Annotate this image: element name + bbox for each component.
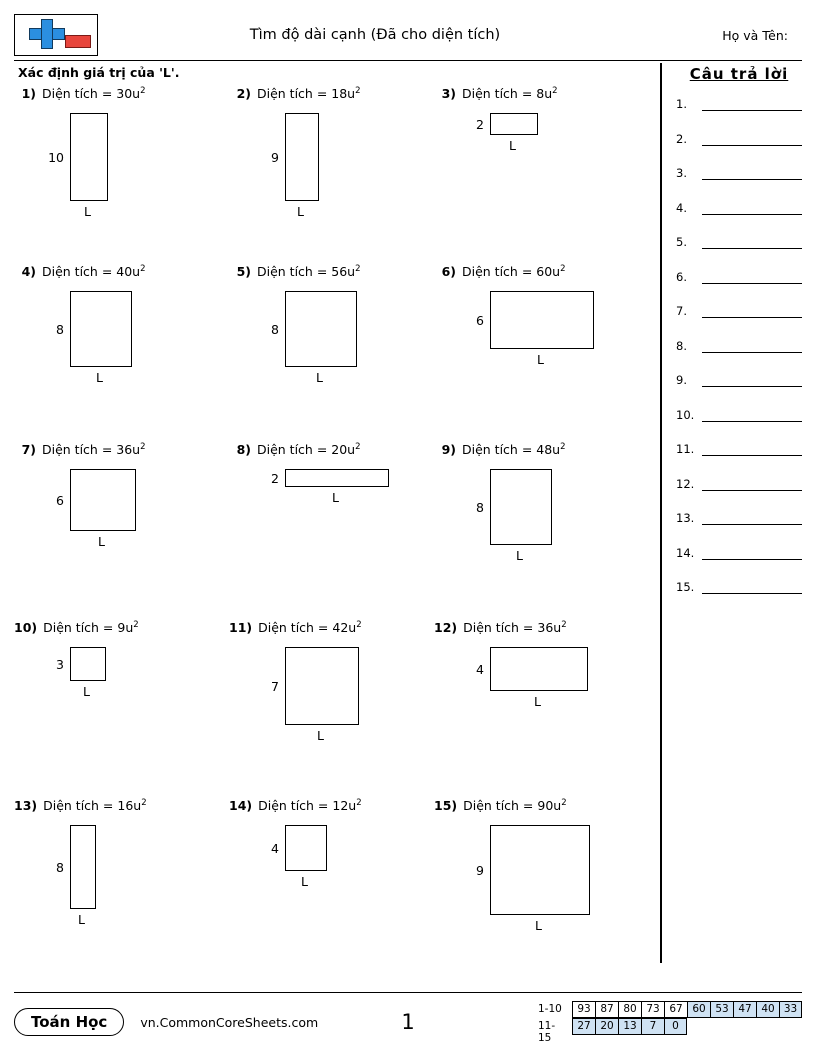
rectangle-shape: [285, 647, 359, 725]
area-value: 90u: [537, 798, 562, 814]
answer-row: [676, 442, 802, 456]
problem-item: [229, 442, 434, 620]
area-value: 40u: [116, 264, 141, 280]
answer-index: 13.: [676, 511, 695, 525]
area-value: 12u: [332, 798, 357, 814]
answer-index: 5.: [676, 235, 687, 249]
name-label: Họ và Tên:: [722, 28, 788, 43]
side-length-label: 8: [271, 321, 279, 337]
answer-index: 14.: [676, 545, 695, 560]
area-label: Diện tích =: [257, 264, 332, 280]
problem-statement: [42, 264, 146, 279]
problem-header: [229, 620, 434, 635]
answer-row: [676, 339, 802, 353]
problem-statement: [43, 620, 139, 635]
problem-header: [434, 86, 654, 101]
score-key-cell: 40: [756, 1001, 779, 1018]
unknown-side-label: L: [98, 534, 105, 550]
answer-input-line[interactable]: [702, 409, 802, 422]
problem-item: [434, 798, 654, 976]
area-label: Diện tích =: [258, 798, 333, 814]
area-exponent: 2: [140, 264, 146, 274]
area-exponent: 2: [561, 620, 567, 630]
rectangle-shape: [490, 469, 552, 545]
side-length-label: 9: [271, 149, 279, 165]
website-url: vn.CommonCoreSheets.com: [140, 1014, 319, 1030]
figure-area: [229, 823, 434, 953]
score-key-cell: 7: [641, 1018, 664, 1035]
problem-statement: [42, 86, 146, 101]
side-length-label: 6: [476, 312, 484, 328]
score-key-row: [538, 1018, 802, 1044]
area-label: Diện tích =: [462, 264, 537, 280]
figure-area: [14, 289, 229, 419]
area-value: 9u: [117, 620, 134, 636]
answer-index: 2.: [676, 131, 687, 146]
area-exponent: 2: [355, 442, 361, 452]
unknown-side-label: L: [78, 912, 85, 928]
score-key-cell: 53: [710, 1001, 733, 1018]
answer-row: [676, 477, 802, 491]
area-exponent: 2: [140, 442, 146, 452]
problem-header: [14, 86, 229, 101]
area-exponent: 2: [561, 798, 567, 808]
answer-input-line[interactable]: [702, 98, 802, 111]
score-key-cell: 0: [664, 1018, 687, 1035]
area-exponent: 2: [552, 86, 558, 96]
rectangle-shape: [285, 291, 357, 367]
answer-row: [676, 235, 802, 249]
area-value: 56u: [331, 264, 356, 280]
answer-row: [676, 373, 802, 387]
area-exponent: 2: [133, 620, 139, 630]
problem-header: [434, 442, 654, 457]
problem-number: 15): [434, 798, 458, 813]
area-label: Diện tích =: [462, 86, 537, 102]
area-exponent: 2: [140, 86, 146, 96]
score-key-cell: 73: [641, 1001, 664, 1018]
answers-column: [662, 61, 802, 966]
answer-index: 12.: [676, 476, 695, 491]
side-length-label: 4: [476, 661, 484, 677]
answer-row: [676, 546, 802, 560]
problem-number: 1): [21, 86, 36, 101]
rectangle-shape: [490, 825, 590, 915]
area-value: 48u: [536, 442, 561, 458]
unknown-side-label: L: [516, 548, 523, 564]
page-number: 1: [401, 1010, 415, 1034]
answer-row: [676, 580, 802, 594]
answer-input-line[interactable]: [702, 305, 802, 318]
answer-index: 7.: [676, 304, 687, 318]
score-key-cell: 93: [572, 1001, 595, 1018]
score-key-range-label: 1-10: [538, 1003, 562, 1015]
page-header: [14, 12, 802, 58]
area-exponent: 2: [355, 86, 361, 96]
problem-item: [434, 264, 654, 442]
problem-number: 6): [441, 264, 456, 279]
area-value: 20u: [331, 442, 356, 458]
figure-area: [434, 823, 654, 953]
problem-number: 14): [229, 798, 253, 813]
unknown-side-label: L: [537, 352, 544, 368]
rectangle-shape: [70, 113, 108, 201]
problem-item: [434, 86, 654, 264]
side-length-label: 4: [271, 840, 279, 856]
answer-input-line[interactable]: [702, 547, 802, 560]
answer-list: [676, 97, 802, 594]
logo-plus-vertical: [41, 19, 53, 49]
worksheet-body: [14, 61, 802, 966]
area-value: 16u: [117, 798, 142, 814]
answer-input-line[interactable]: [702, 512, 802, 525]
figure-area: [229, 645, 434, 775]
answer-row: [676, 304, 802, 318]
answer-row: [676, 97, 802, 111]
score-key-cell: 33: [779, 1001, 802, 1018]
answer-row: [676, 270, 802, 284]
problem-item: [229, 798, 434, 976]
area-exponent: 2: [560, 264, 566, 274]
area-label: Diện tích =: [43, 620, 118, 636]
problem-statement: [42, 442, 146, 457]
problem-statement: [257, 264, 361, 279]
problem-header: [14, 620, 229, 635]
figure-area: [14, 645, 229, 775]
figure-area: [14, 823, 229, 953]
rectangle-shape: [70, 825, 96, 909]
side-length-label: 8: [56, 321, 64, 337]
problem-item: [14, 442, 229, 620]
answer-input-line[interactable]: [702, 236, 802, 249]
unknown-side-label: L: [316, 370, 323, 386]
score-key-row: [538, 1001, 802, 1018]
problem-item: [14, 620, 229, 798]
problem-header: [229, 86, 434, 101]
figure-area: [434, 111, 654, 241]
area-exponent: 2: [560, 442, 566, 452]
score-key-cell: 47: [733, 1001, 756, 1018]
figure-area: [434, 645, 654, 775]
unknown-side-label: L: [535, 918, 542, 934]
score-key-cell: 87: [595, 1001, 618, 1018]
problem-number: 5): [236, 264, 251, 279]
answer-index: 8.: [676, 338, 687, 353]
area-label: Diện tích =: [257, 442, 332, 458]
problem-item: [434, 620, 654, 798]
rectangle-shape: [490, 113, 538, 135]
problem-item: [229, 86, 434, 264]
problem-header: [14, 264, 229, 279]
side-length-label: 8: [476, 499, 484, 515]
rectangle-shape: [70, 647, 106, 681]
answer-input-line[interactable]: [702, 581, 802, 594]
side-length-label: 3: [56, 656, 64, 672]
area-label: Diện tích =: [463, 798, 538, 814]
answer-index: 6.: [676, 269, 687, 284]
problem-header: [14, 442, 229, 457]
instructions-text: Xác định giá trị của 'L'.: [18, 65, 180, 80]
figure-area: [229, 111, 434, 241]
problem-item: [14, 264, 229, 442]
page-title: Tìm độ dài cạnh (Đã cho diện tích): [249, 27, 501, 43]
figure-area: [14, 111, 229, 241]
figure-area: [229, 289, 434, 419]
problem-statement: [463, 620, 567, 635]
rectangle-shape: [285, 469, 389, 487]
answer-index: 9.: [676, 373, 687, 387]
area-value: 36u: [116, 442, 141, 458]
answer-input-line[interactable]: [702, 374, 802, 387]
problem-header: [229, 264, 434, 279]
problem-statement: [257, 86, 361, 101]
unknown-side-label: L: [96, 370, 103, 386]
answer-index: 3.: [676, 166, 687, 180]
answer-index: 15.: [676, 580, 695, 594]
problem-number: 7): [21, 442, 36, 457]
figure-area: [434, 289, 654, 419]
area-label: Diện tích =: [462, 442, 537, 458]
answer-input-line[interactable]: [702, 133, 802, 146]
rectangle-shape: [285, 113, 319, 201]
area-exponent: 2: [141, 798, 147, 808]
problem-header: [434, 798, 654, 813]
answer-input-line[interactable]: [702, 340, 802, 353]
problem-header: [229, 442, 434, 457]
page-footer: [14, 992, 802, 1048]
answer-index: 1.: [676, 97, 687, 111]
unknown-side-label: L: [332, 490, 339, 506]
problem-statement: [462, 264, 566, 279]
side-length-label: 2: [271, 470, 279, 486]
problem-header: [229, 798, 434, 813]
answer-input-line[interactable]: [702, 271, 802, 284]
area-label: Diện tích =: [257, 86, 332, 102]
area-value: 36u: [537, 620, 562, 636]
score-key-cell: 27: [572, 1018, 595, 1035]
answer-input-line[interactable]: [702, 202, 802, 215]
problems-column: [14, 61, 654, 966]
problem-number: 8): [236, 442, 251, 457]
problem-item: [229, 620, 434, 798]
problem-statement: [43, 798, 147, 813]
problem-number: 12): [434, 620, 458, 635]
answer-row: [676, 132, 802, 146]
side-length-label: 8: [56, 859, 64, 875]
answer-index: 11.: [676, 442, 695, 456]
brand-badge: Toán Học: [14, 1008, 124, 1036]
problem-number: 10): [14, 620, 38, 635]
score-key-cell: 20: [595, 1018, 618, 1035]
side-length-label: 6: [56, 492, 64, 508]
score-key-cell: 13: [618, 1018, 641, 1035]
answer-row: [676, 511, 802, 525]
unknown-side-label: L: [317, 728, 324, 744]
answer-input-line[interactable]: [702, 443, 802, 456]
answer-input-line[interactable]: [702, 478, 802, 491]
unknown-side-label: L: [84, 204, 91, 220]
figure-area: [14, 467, 229, 597]
score-key-cell: 67: [664, 1001, 687, 1018]
area-exponent: 2: [356, 620, 362, 630]
answer-row: [676, 166, 802, 180]
score-key-range-label: 11-15: [538, 1020, 556, 1044]
area-value: 18u: [331, 86, 356, 102]
problem-item: [14, 86, 229, 264]
logo-red-block: [65, 35, 91, 48]
rectangle-shape: [285, 825, 327, 871]
area-label: Diện tích =: [42, 264, 117, 280]
score-key-cell: 80: [618, 1001, 641, 1018]
rectangle-shape: [70, 469, 136, 531]
area-value: 8u: [536, 86, 553, 102]
problem-number: 13): [14, 798, 38, 813]
unknown-side-label: L: [534, 694, 541, 710]
answers-title: Câu trả lời: [689, 65, 789, 83]
area-exponent: 2: [356, 798, 362, 808]
problem-item: [229, 264, 434, 442]
unknown-side-label: L: [301, 874, 308, 890]
problem-header: [14, 798, 229, 813]
problem-item: [14, 798, 229, 976]
area-value: 42u: [332, 620, 357, 636]
problem-number: 9): [441, 442, 456, 457]
side-length-label: 10: [48, 149, 64, 165]
unknown-side-label: L: [297, 204, 304, 220]
logo-icon: [14, 14, 98, 56]
footer-divider: [14, 992, 802, 993]
area-label: Diện tích =: [42, 442, 117, 458]
problem-header: [434, 264, 654, 279]
answer-row: [676, 201, 802, 215]
rectangle-shape: [490, 291, 594, 349]
problem-item: [434, 442, 654, 620]
unknown-side-label: L: [509, 138, 516, 154]
problem-number: 4): [21, 264, 36, 279]
problem-statement: [258, 798, 362, 813]
problem-grid: [14, 86, 654, 976]
area-label: Diện tích =: [258, 620, 333, 636]
answer-input-line[interactable]: [702, 167, 802, 180]
area-label: Diện tích =: [463, 620, 538, 636]
problem-statement: [462, 442, 566, 457]
rectangle-shape: [490, 647, 588, 691]
side-length-label: 7: [271, 678, 279, 694]
problem-statement: [463, 798, 567, 813]
area-label: Diện tích =: [42, 86, 117, 102]
problem-statement: [257, 442, 361, 457]
answer-row: [676, 408, 802, 422]
answer-index: 4.: [676, 200, 687, 215]
figure-area: [229, 467, 434, 597]
answer-index: 10.: [676, 407, 695, 422]
rectangle-shape: [70, 291, 132, 367]
side-length-label: 9: [476, 862, 484, 878]
area-value: 60u: [536, 264, 561, 280]
problem-number: 2): [236, 86, 251, 101]
score-key-cell: 60: [687, 1001, 710, 1018]
problem-header: [434, 620, 654, 635]
score-key: [538, 1001, 802, 1044]
area-value: 30u: [116, 86, 141, 102]
problem-number: 11): [229, 620, 253, 635]
side-length-label: 2: [476, 116, 484, 132]
problem-statement: [258, 620, 362, 635]
unknown-side-label: L: [83, 684, 90, 700]
area-label: Diện tích =: [43, 798, 118, 814]
figure-area: [434, 467, 654, 597]
problem-number: 3): [441, 86, 456, 101]
area-exponent: 2: [355, 264, 361, 274]
problem-statement: [462, 86, 558, 101]
